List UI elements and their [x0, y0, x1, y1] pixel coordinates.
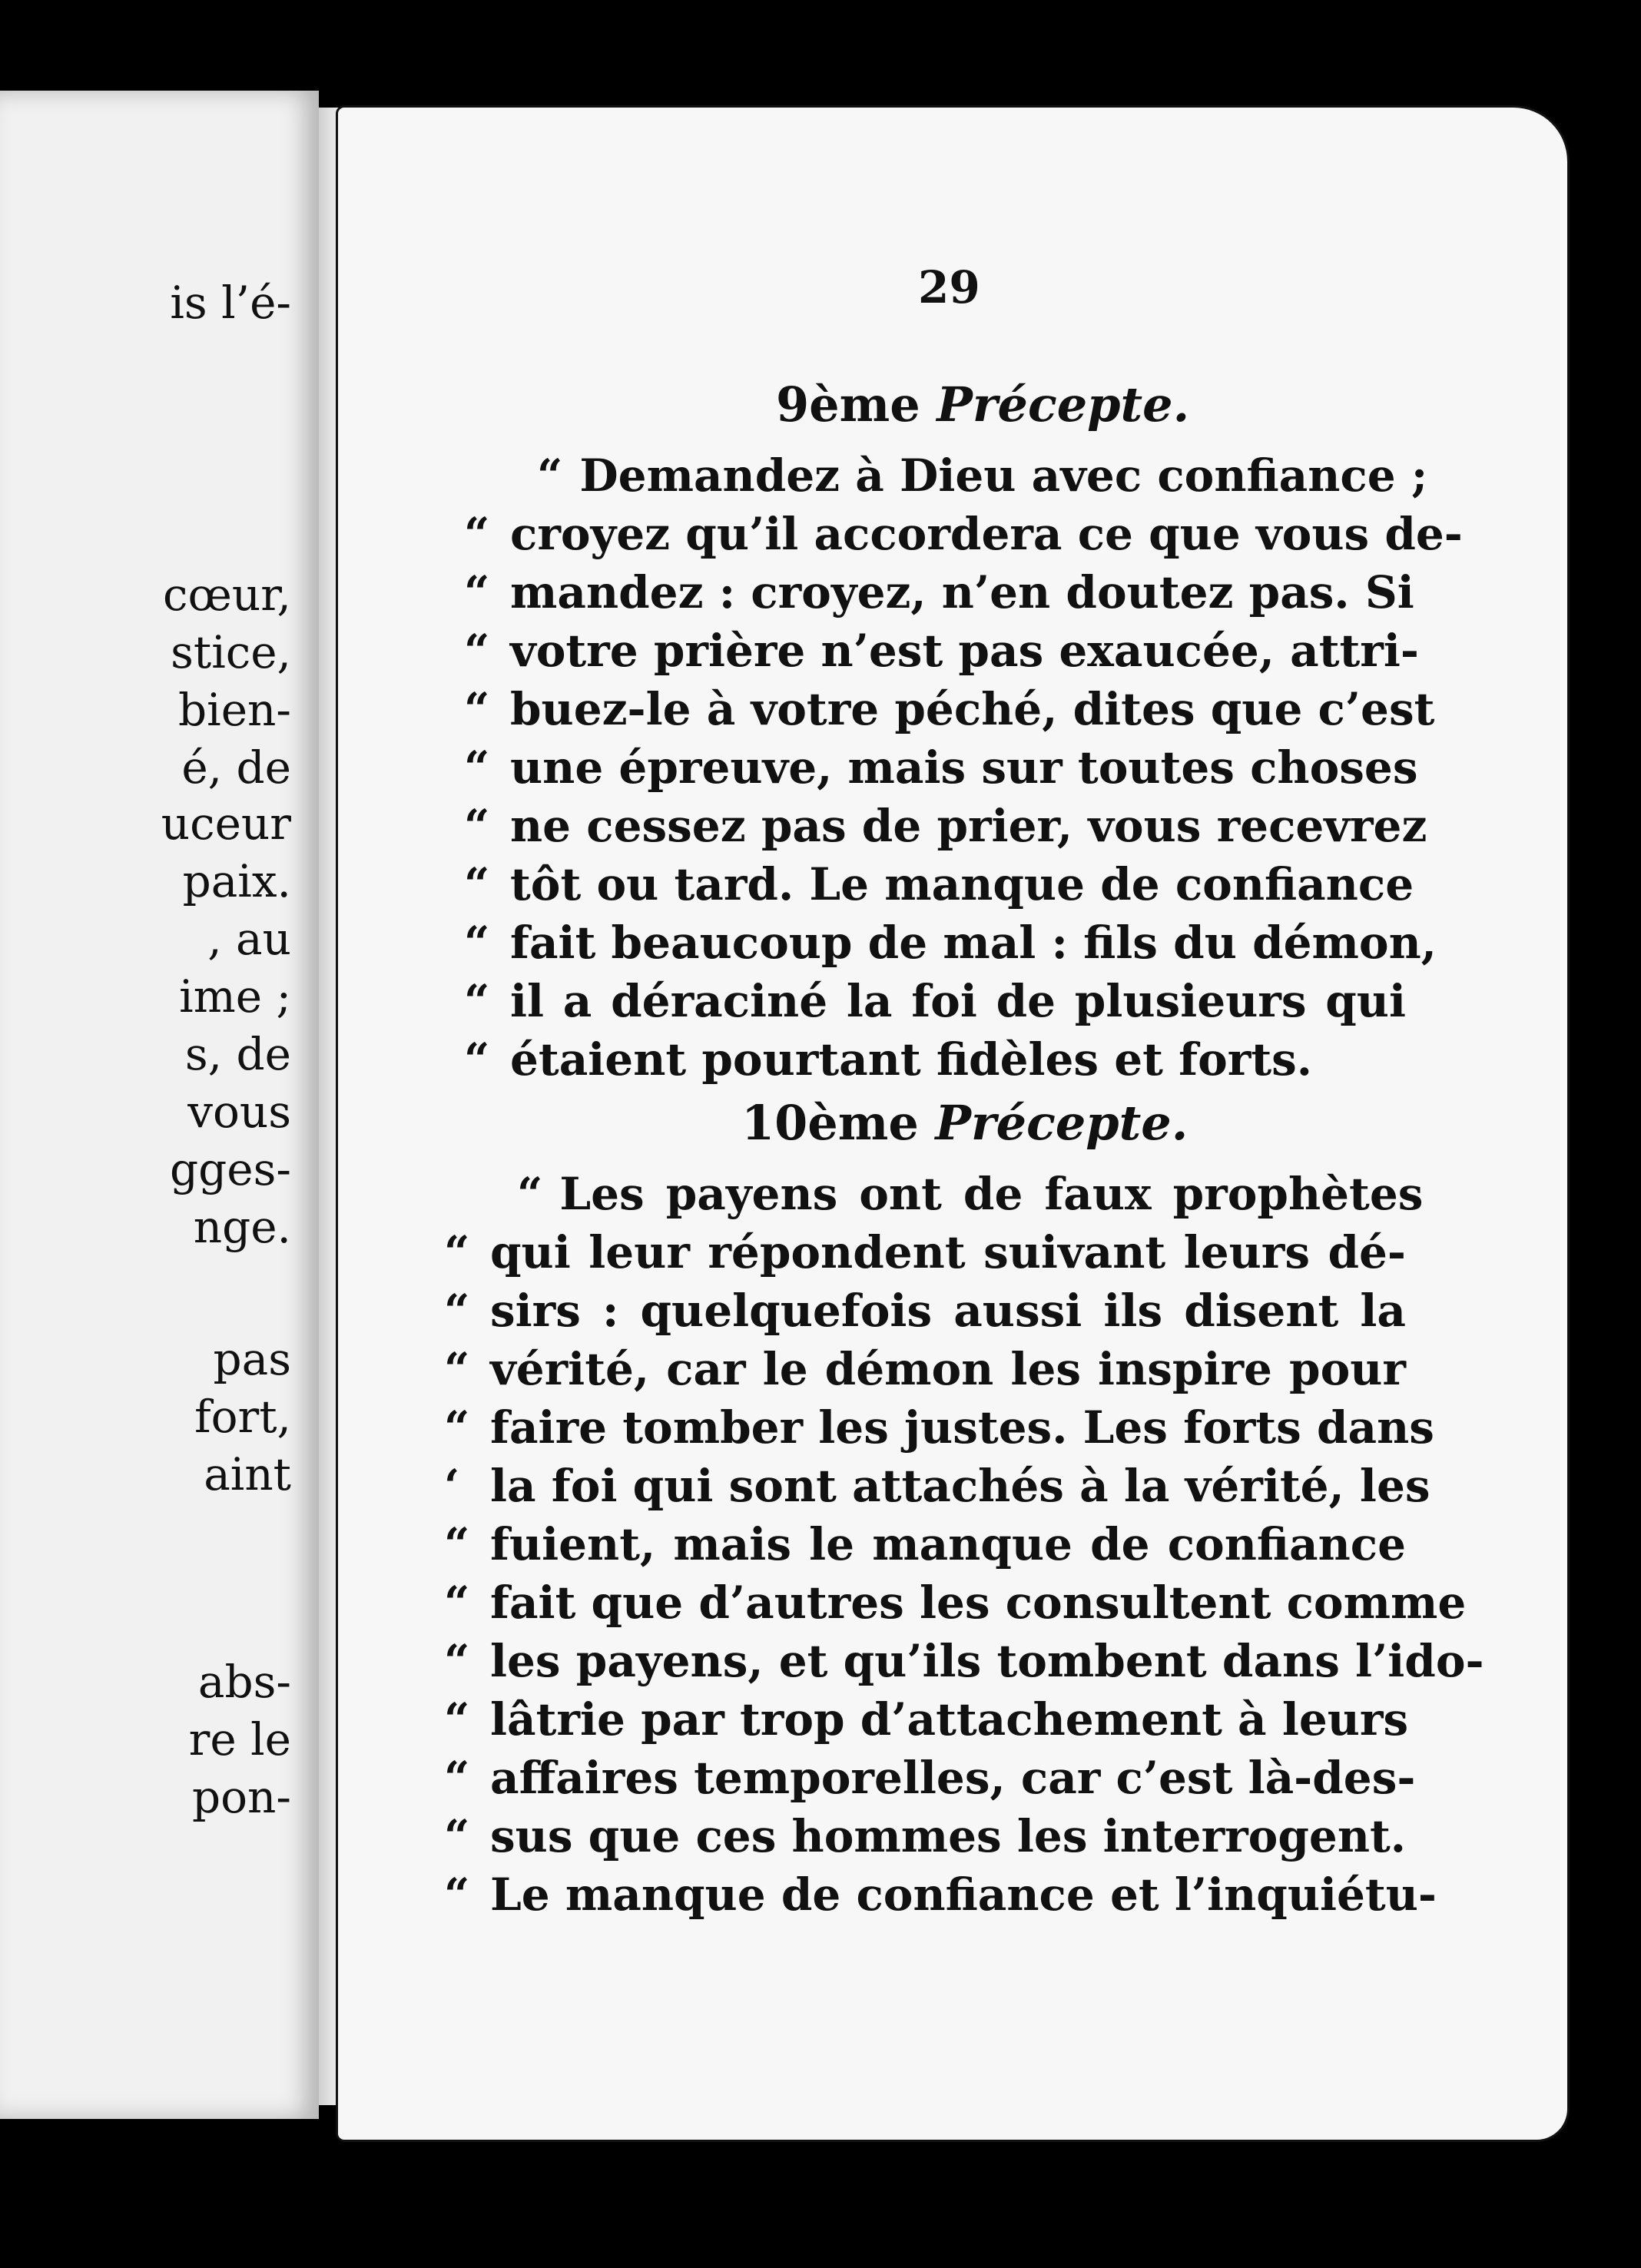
page-number: 29 — [918, 261, 980, 313]
left-page-line: vous — [187, 1086, 291, 1138]
left-page-line: abs- — [197, 1656, 291, 1708]
left-page-line: fort, — [194, 1391, 291, 1443]
text-line — [444, 1810, 1406, 1862]
text-line — [444, 1752, 1416, 1804]
text-line — [464, 566, 1421, 618]
text-line — [444, 1693, 1409, 1746]
line-text: Le manque de confiance et l’inquiétu- — [490, 1868, 1437, 1921]
quote-mark: “ — [464, 1033, 490, 1086]
section-heading-9 — [776, 376, 1189, 433]
quote-mark: “ — [464, 800, 490, 852]
quote-mark: “ — [464, 975, 490, 1027]
quote-mark: “ — [464, 683, 490, 735]
left-page-text — [0, 91, 319, 2119]
line-text: votre prière n’est pas exaucée, attri- — [510, 625, 1419, 677]
line-text: fuient, mais le manque de confiance — [490, 1518, 1406, 1570]
text-line — [464, 741, 1421, 794]
heading-number: 9ème — [776, 376, 920, 433]
left-page-line: ime ; — [179, 970, 291, 1023]
line-text: une épreuve, mais sur toutes choses — [510, 741, 1418, 794]
line-text: étaient pourtant fidèles et forts. — [510, 1033, 1312, 1086]
text-line — [464, 800, 1427, 852]
quote-mark: “ — [444, 1635, 470, 1687]
text-line — [464, 625, 1421, 677]
left-page-line: bien- — [178, 684, 291, 736]
text-line — [464, 917, 1437, 969]
text-line — [444, 1285, 1406, 1337]
left-page-line: aint — [204, 1448, 291, 1500]
line-text: ne cessez pas de prier, vous recevrez — [510, 800, 1427, 852]
quote-mark: “ — [444, 1868, 470, 1921]
text-line — [464, 449, 1428, 502]
left-page-line: re le — [188, 1713, 291, 1766]
left-page-line: é, de — [181, 741, 291, 794]
line-text: vérité, car le démon les inspire pour — [490, 1343, 1406, 1395]
line-text: fait beaucoup de mal : fils du démon, — [510, 917, 1437, 969]
text-line — [464, 1033, 1421, 1086]
quote-mark: “ — [444, 1693, 470, 1746]
line-text: buez-le à votre péché, dites que c’est — [510, 683, 1435, 735]
left-page-line: pon- — [192, 1771, 291, 1823]
heading-word: Précepte. — [935, 1095, 1188, 1151]
left-page-line: pas — [213, 1333, 291, 1385]
text-line — [444, 1518, 1406, 1570]
text-line — [464, 975, 1421, 1027]
text-line — [444, 1168, 1424, 1220]
text-line — [444, 1226, 1406, 1278]
line-text: sus que ces hommes les interrogent. — [490, 1810, 1406, 1862]
line-text: mandez : croyez, n’en doutez pas. Si — [510, 566, 1414, 618]
text-line — [464, 858, 1421, 910]
quote-mark: “ — [464, 917, 490, 969]
left-page-line: s, de — [184, 1028, 291, 1080]
line-text: affaires temporelles, car c’est là-des- — [490, 1752, 1416, 1804]
quote-mark: “ — [444, 1401, 470, 1454]
quote-mark: “ — [464, 566, 490, 618]
left-page-line: stice, — [171, 626, 291, 678]
line-text: sirs : quelquefois aussi ils disent la — [490, 1285, 1406, 1337]
text-line — [444, 1577, 1467, 1629]
line-text: croyez qu’il accordera ce que vous de- — [510, 508, 1463, 560]
quote-mark: “ — [444, 1285, 470, 1337]
left-page-line: cœur, — [163, 569, 291, 621]
left-page-line: is l’é- — [170, 277, 291, 329]
quote-mark: “ — [444, 1752, 470, 1804]
line-text: fait que d’autres les consultent comme — [490, 1577, 1467, 1629]
text-line — [444, 1343, 1406, 1395]
line-text: la foi qui sont attachés à la vérité, les — [490, 1460, 1430, 1512]
quote-mark: “ — [444, 1577, 470, 1629]
text-line — [444, 1460, 1430, 1512]
quote-mark: “ — [444, 1343, 470, 1395]
line-text: faire tomber les justes. Les forts dans — [490, 1401, 1434, 1454]
quote-mark: “ — [464, 741, 490, 794]
quote-mark: “ — [464, 508, 490, 560]
quote-mark: “ — [444, 1518, 470, 1570]
heading-number: 10ème — [741, 1095, 919, 1151]
section-heading-10 — [741, 1095, 1188, 1151]
quote-mark: “ — [444, 1810, 470, 1862]
heading-word: Précepte. — [937, 376, 1190, 433]
left-page-line: paix. — [182, 855, 291, 907]
left-page — [0, 91, 319, 2119]
text-line — [464, 683, 1435, 735]
left-page-line: nge. — [193, 1201, 291, 1253]
quote-mark: “ — [444, 1226, 470, 1278]
line-text: Demandez à Dieu avec confiance ; — [579, 449, 1428, 502]
quote-mark: “ — [517, 1168, 543, 1220]
line-text: qui leur répondent suivant leurs dé- — [490, 1226, 1406, 1278]
quote-mark: “ — [464, 858, 490, 910]
quote-mark: “ — [537, 449, 563, 502]
left-page-line: , au — [207, 913, 291, 965]
text-line — [444, 1635, 1484, 1687]
left-page-line: uceur — [161, 797, 291, 850]
quote-mark: “ — [464, 625, 490, 677]
line-text: les payens, et qu’ils tombent dans l’ido- — [490, 1635, 1484, 1687]
line-text: tôt ou tard. Le manque de confiance — [510, 858, 1414, 910]
text-line — [464, 508, 1463, 560]
line-text: Les payens ont de faux prophètes — [559, 1168, 1424, 1220]
text-line — [444, 1868, 1437, 1921]
text-line — [444, 1401, 1434, 1454]
quote-mark: ‘ — [444, 1460, 460, 1512]
line-text: lâtrie par trop d’attachement à leurs — [490, 1693, 1409, 1746]
left-page-line: gges- — [170, 1143, 291, 1195]
line-text: il a déraciné la foi de plusieurs qui — [510, 975, 1406, 1027]
